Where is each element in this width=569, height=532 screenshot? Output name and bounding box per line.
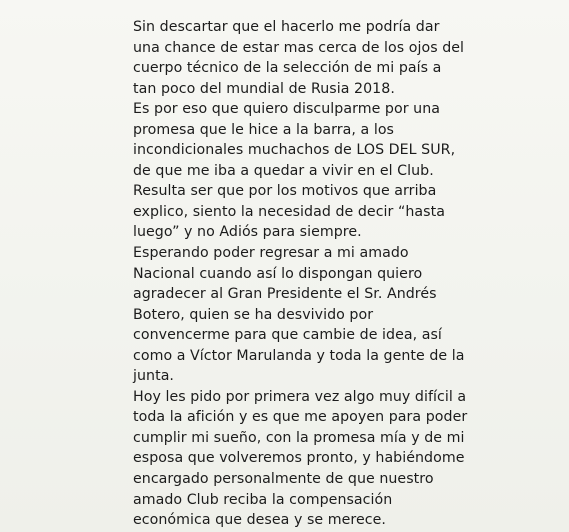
note-line: convencerme para que cambie de idea, así <box>133 327 442 344</box>
note-line: promesa que le hice a la barra, a los <box>133 121 394 138</box>
note-line: Botero, quien se ha desvivido por <box>133 306 374 323</box>
note-line: luego” y no Adiós para siempre. <box>133 224 362 241</box>
note-line: Hoy les pido por primera vez algo muy difícil a <box>133 388 467 405</box>
note-line: Sin descartar que el hacerlo me podría dar <box>133 19 440 35</box>
note-line: una chance de estar mas cerca de los ojos del <box>133 39 465 56</box>
note-line: cumplir mi sueño, con la promesa mía y de mi <box>133 429 465 446</box>
note-line: encargado personalmente de que nuestro <box>133 471 434 488</box>
note-line: agradecer al Gran Presidente el Sr. Andrés <box>133 286 437 303</box>
note-line: cuerpo técnico de la selección de mi país a <box>133 60 442 77</box>
note-line: de que me iba a quedar a vivir en el Club. <box>133 162 434 179</box>
note-line: tan poco del mundial de Rusia 2018. <box>133 80 395 97</box>
note-line: junta. <box>133 368 174 385</box>
note-line: explico, siento la necesidad de decir “hasta <box>133 203 445 220</box>
note-line: incondicionales muchachos de LOS DEL SUR, <box>133 142 456 159</box>
note-line: amado Club reciba la compensación <box>133 491 393 508</box>
note-line: económica que desea y se merece. <box>133 512 386 529</box>
note-body <box>133 17 553 531</box>
note-line: Es por eso que quiero disculparme por una <box>133 101 440 118</box>
note-line: como a Víctor Marulanda y toda la gente de la <box>133 347 465 364</box>
note-line: Nacional cuando así lo dispongan quiero <box>133 265 423 282</box>
note-line: Resulta ser que por los motivos que arriba <box>133 183 437 200</box>
note-line: Esperando poder regresar a mi amado <box>133 245 409 262</box>
note-line: esposa que volveremos pronto, y habiéndome <box>133 450 465 467</box>
note-line: toda la afición y es que me apoyen para poder <box>133 409 468 426</box>
